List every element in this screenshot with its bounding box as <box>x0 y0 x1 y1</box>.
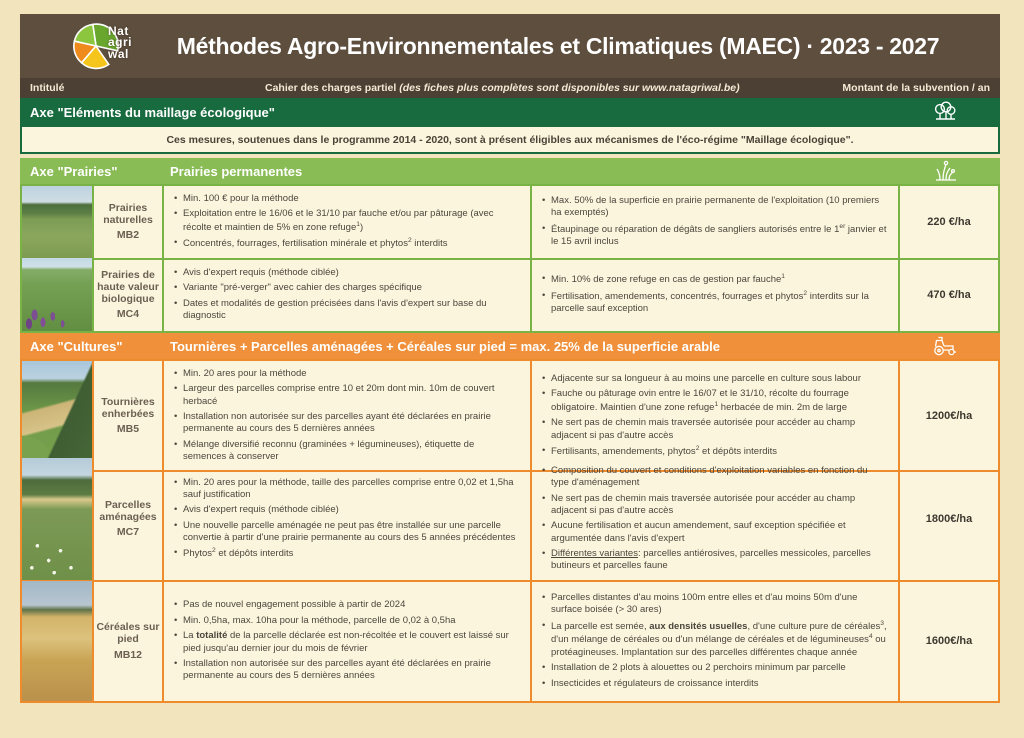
spec-item: • Fauche ou pâturage ovin entre le 16/07 et le 31/10, récolte du fourrage obligatoire. Maintien d'une zone refuge$^1$ herbacée de min. 2m de large <box>542 388 888 414</box>
spec-item: • Avis d'expert requis (méthode ciblée) <box>174 504 520 516</box>
spec-item: • Installation non autorisée sur des parcelles ayant été déclarées en prairie permanente au cours des 5 dernières années <box>174 411 520 436</box>
measure-title: Tournières enherbées <box>101 396 155 421</box>
eco-regime-note-text: Ces mesures, soutenues dans le programme 2014 - 2020, sont à présent éligibles aux mécanismes de l'éco-régime "Maillage écologique". <box>166 133 854 146</box>
specs-right <box>532 359 900 472</box>
photo-tournieres-enherbees <box>20 359 94 472</box>
measure-code: MB12 <box>113 648 142 661</box>
spec-item: • Min. 100 € pour la méthode <box>174 193 520 205</box>
banner-prairies-subtitle: Prairies permanentes <box>170 163 303 179</box>
page-title: Méthodes Agro-Environnementales et Climatiques (MAEC) · 2023 - 2027 <box>176 32 940 59</box>
spec-item: • Concentrés, fourrages, fertilisation minérale et phytos$^2$ interdits <box>174 237 520 251</box>
maec-document-page <box>20 14 1000 703</box>
banner-cultures-label: Axe "Cultures" <box>30 338 123 354</box>
cultures-rows <box>20 359 1000 703</box>
spec-item: • Ne sert pas de chemin mais traversée autorisée pour accéder au champ adjacent si pas d'autre accès <box>542 493 888 518</box>
spec-item: • Ne sert pas de chemin mais traversée autorisée pour accéder au champ adjacent si pas d'autre accès <box>542 417 888 442</box>
row-prairies-haute-valeur <box>20 258 1000 333</box>
spec-item: • Installation de 2 plots à alouettes ou 2 perchoirs minimum par parcelle <box>542 662 888 674</box>
spec-item: • Min. 20 ares pour la méthode, taille des parcelles comprise entre 0,02 et 1,5ha sauf justification <box>174 477 520 502</box>
spec-item: • Installation non autorisée sur des parcelles ayant été déclarées en prairie permanente au cours des 5 dernières années <box>174 658 520 683</box>
spec-item: • Composition du couvert et conditions d'exploitation variables en fonction du type d'aménagement <box>542 465 888 490</box>
subsidy-amount: 220 €/ha <box>900 184 1000 260</box>
banner-maillage-label: Axe "Eléments du maillage écologique" <box>30 105 275 120</box>
specs-right <box>532 458 900 582</box>
spec-item: • Fertilisation, amendements, concentrés, fourrages et phytos$^2$ interdits sur la parcelle sauf exception <box>542 290 888 316</box>
prairies-rows <box>20 184 1000 333</box>
spec-item: • Insecticides et régulateurs de croissance interdits <box>542 678 888 690</box>
spec-item: • Avis d'expert requis (méthode ciblée) <box>174 267 520 279</box>
row-cereales-sur-pied <box>20 581 1000 703</box>
spec-item: • Fertilisants, amendements, phytos$^2$ et dépôts interdits <box>542 445 888 459</box>
spec-item: • Max. 50% de la superficie en prairie permanente de l'exploitation (10 premiers ha exemptés) <box>542 195 888 220</box>
measure-code: MB5 <box>116 423 140 436</box>
banner-prairies <box>20 158 1000 184</box>
measure-code: MC7 <box>116 526 140 539</box>
spec-item: • Dates et modalités de gestion précisées dans l'avis d'expert sur base du diagnostic <box>174 298 520 323</box>
grass-icon <box>934 159 958 183</box>
spec-item: • Variante "pré-verger" avec cahier des charges spécifique <box>174 282 520 294</box>
spec-item: • La totalité de la parcelle déclarée est non-récoltée et le couvert est laissé sur pied jusqu'au dernier jour du mois de février <box>174 630 520 655</box>
spec-item: • Min. 10% de zone refuge en cas de gestion par fauche$^1$ <box>542 273 888 287</box>
logo-wordmark: Nat agri wal <box>108 24 133 61</box>
specs-left <box>164 359 532 472</box>
row-tournieres-enherbees <box>20 359 1000 463</box>
column-intitule: Intitulé <box>30 82 65 94</box>
subsidy-amount: 1600€/ha <box>900 581 1000 703</box>
eco-regime-note <box>20 127 1000 154</box>
spec-item: • Min. 20 ares pour la méthode <box>174 368 520 380</box>
subsidy-amount: 1800€/ha <box>900 458 1000 582</box>
measure-title: Prairies naturelles <box>103 202 153 227</box>
spec-item: • Différentes variantes: parcelles antiérosives, parcelles messicoles, parcelles butineurs et parcelles faune <box>542 548 888 573</box>
specs-right <box>532 581 900 703</box>
specs-right <box>532 184 900 260</box>
column-montant: Montant de la subvention / an <box>842 82 990 94</box>
measure-code: MB2 <box>116 229 140 242</box>
banner-cultures <box>20 333 1000 359</box>
photo-prairies-naturelles <box>20 184 94 260</box>
photo-parcelles-amenagees <box>20 458 94 582</box>
measure-name <box>94 458 164 582</box>
spec-item: • Mélange diversifié reconnu (graminées + légumineuses), étiquette de semences à conserver <box>174 439 520 464</box>
spec-item: • Exploitation entre le 16/06 et le 31/10 par fauche et/ou par pâturage (avec récolte et maintien de 5% en zone refuge$^1$) <box>174 208 520 234</box>
photo-cereales-sur-pied <box>20 581 94 703</box>
measure-name <box>94 184 164 260</box>
column-cahier <box>265 82 740 94</box>
spec-item: • Pas de nouvel engagement possible à partir de 2024 <box>174 599 520 611</box>
spec-item: • Largeur des parcelles comprise entre 10 et 20m dont min. 10m de couvert herbacé <box>174 383 520 408</box>
banner-cultures-subtitle: Tournières + Parcelles aménagées + Céréales sur pied = max. 25% de la superficie arable <box>170 338 721 354</box>
spec-item: • Parcelles distantes d'au moins 100m entre elles et d'au moins 50m d'une surface boisée (> 30 ares) <box>542 592 888 617</box>
banner-maillage-ecologique <box>20 98 1000 127</box>
measure-code: MC4 <box>116 308 140 321</box>
specs-left <box>164 458 532 582</box>
spec-item: • Adjacente sur sa longueur à au moins une parcelle en culture sous labour <box>542 373 888 385</box>
specs-left <box>164 258 532 333</box>
measure-name <box>94 581 164 703</box>
row-parcelles-amenagees <box>20 458 1000 581</box>
spec-item: • Aucune fertilisation et aucun amendement, sauf exception spécifiée et argumentée dans l'avis d'expert <box>542 520 888 545</box>
measure-title: Parcelles aménagées <box>99 499 157 524</box>
measure-title: Prairies de haute valeur biologique <box>97 268 159 305</box>
specs-right <box>532 258 900 333</box>
spec-item: • Phytos$^2$ et dépôts interdits <box>174 547 520 561</box>
spec-item: • Min. 0,5ha, max. 10ha pour la méthode, parcelle de 0,02 à 0,5ha <box>174 615 520 627</box>
photo-prairies-haute-valeur <box>20 258 94 333</box>
spec-item: • Étaupinage ou réparation de dégâts de sangliers autorisés entre le 1er janvier et le 15 avril inclus <box>542 223 888 249</box>
row-prairies-naturelles <box>20 184 1000 258</box>
measure-title: Céréales sur pied <box>96 621 160 646</box>
column-cahier-note: (des fiches plus complètes sont disponibles sur www.natagriwal.be) <box>399 82 740 94</box>
spec-item: • Une nouvelle parcelle aménagée ne peut pas être installée sur une parcelle convertie à partir d'une prairie permanente au cours des 5 années précédentes <box>174 520 520 545</box>
measure-name <box>94 258 164 333</box>
spec-item: • La parcelle est semée, aux densités usuelles, d'une culture pure de céréales$^3$, d'un mélange de céréales ou d'un mélange de céréales et de légumineuses$^4$ ou protéagineuses. Implantation sur des parcelles différentes chaque année <box>542 620 888 659</box>
header <box>20 14 1000 78</box>
trees-icon <box>932 101 958 125</box>
measure-name <box>94 359 164 472</box>
tractor-icon <box>932 335 958 357</box>
subsidy-amount: 1200€/ha <box>900 359 1000 472</box>
column-cahier-label: Cahier des charges partiel <box>265 82 400 94</box>
column-headers <box>20 78 1000 98</box>
subsidy-amount: 470 €/ha <box>900 258 1000 333</box>
specs-left <box>164 581 532 703</box>
specs-left <box>164 184 532 260</box>
natagriwal-logo <box>72 19 156 73</box>
banner-prairies-label: Axe "Prairies" <box>30 163 118 179</box>
